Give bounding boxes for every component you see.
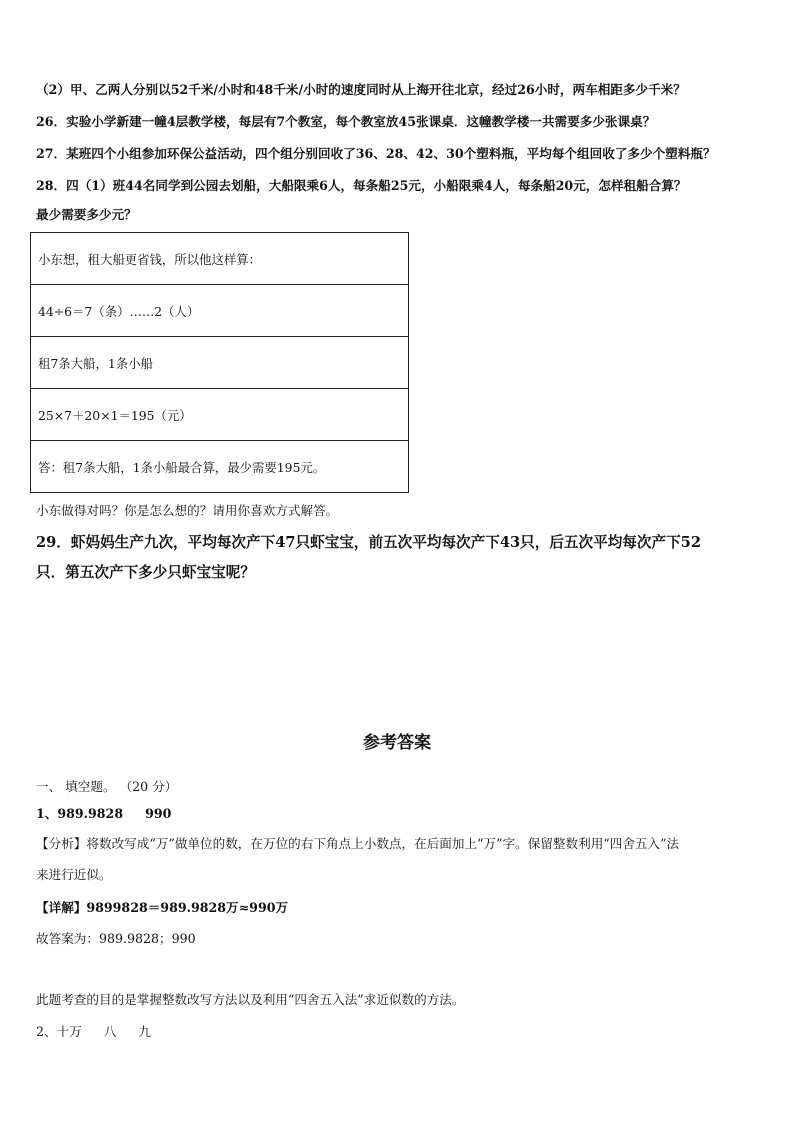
- question-28-line1: 28．四（1）班44名同学到公园去划船，大船限乘6人，每条船25元，小船限乘4人，每条船20元，怎样租船合算？: [36, 178, 687, 193]
- table-row: 小东想，租大船更省钱，所以他这样算：: [31, 233, 409, 285]
- question-27: 27．某班四个小组参加环保公益活动，四个组分别回收了36、28、42、30个塑料瓶，平均每个组回收了多少个塑料瓶？: [36, 146, 716, 161]
- answer-1-value: 990: [145, 806, 172, 821]
- question-26: 26．实验小学新建一幢4层教学楼，每层有7个教室，每个教室放45张课桌．这幢教学楼一共需要多少张课桌？: [36, 114, 656, 129]
- table-row: 25×7＋20×1＝195（元）: [31, 389, 409, 441]
- answer-1-note: 此题考查的目的是掌握整数改写方法以及利用“四舍五入法”求近似数的方法。: [36, 992, 465, 1007]
- question-28-line2: 最少需要多少元？: [36, 207, 137, 222]
- answer-1-label: 1、989.9828: [36, 806, 124, 821]
- answer-1-analysis-line2: 来进行近似。: [36, 867, 112, 882]
- table-row: 44÷6＝7（条）……2（人）: [31, 285, 409, 337]
- table-row: 租7条大船，1条小船: [31, 337, 409, 389]
- question-25-2: （2）甲、乙两人分别以52千米/小时和48千米/小时的速度同时从上海开往北京，经过26小时，两车相距多少千米？: [36, 82, 686, 97]
- section-1-heading: 一、 填空题。 （20 分）: [36, 779, 178, 794]
- answer-2-value-2: 九: [138, 1024, 151, 1039]
- xiaodong-solution-table: [30, 232, 409, 493]
- answers-heading: 参考答案: [363, 733, 431, 753]
- answer-1: [36, 806, 171, 822]
- table-row: 答：租7条大船，1条小船最合算，最少需要195元。: [31, 441, 409, 493]
- question-29-line1: 29．虾妈妈生产九次，平均每次产下47只虾宝宝，前五次平均每次产下43只，后五次平均每次产下52: [36, 534, 701, 551]
- answer-2-label: 2、十万: [36, 1024, 82, 1039]
- question-28-followup: 小东做得对吗？你是怎么想的？请用你喜欢方式解答。: [36, 503, 339, 518]
- answer-1-final: 故答案为：989.9828；990: [36, 931, 196, 946]
- answer-2: [36, 1024, 151, 1040]
- answer-2-value-1: 八: [103, 1024, 117, 1039]
- question-29-line2: 只．第五次产下多少只虾宝宝呢？: [36, 564, 255, 581]
- answer-1-detail: 【详解】9899828＝989.9828万≈990万: [36, 900, 289, 915]
- answer-1-analysis-line1: 【分析】将数改写成“万”做单位的数，在万位的右下角点上小数点，在后面加上“万”字。保留整数利用“四舍五入”法: [36, 836, 680, 851]
